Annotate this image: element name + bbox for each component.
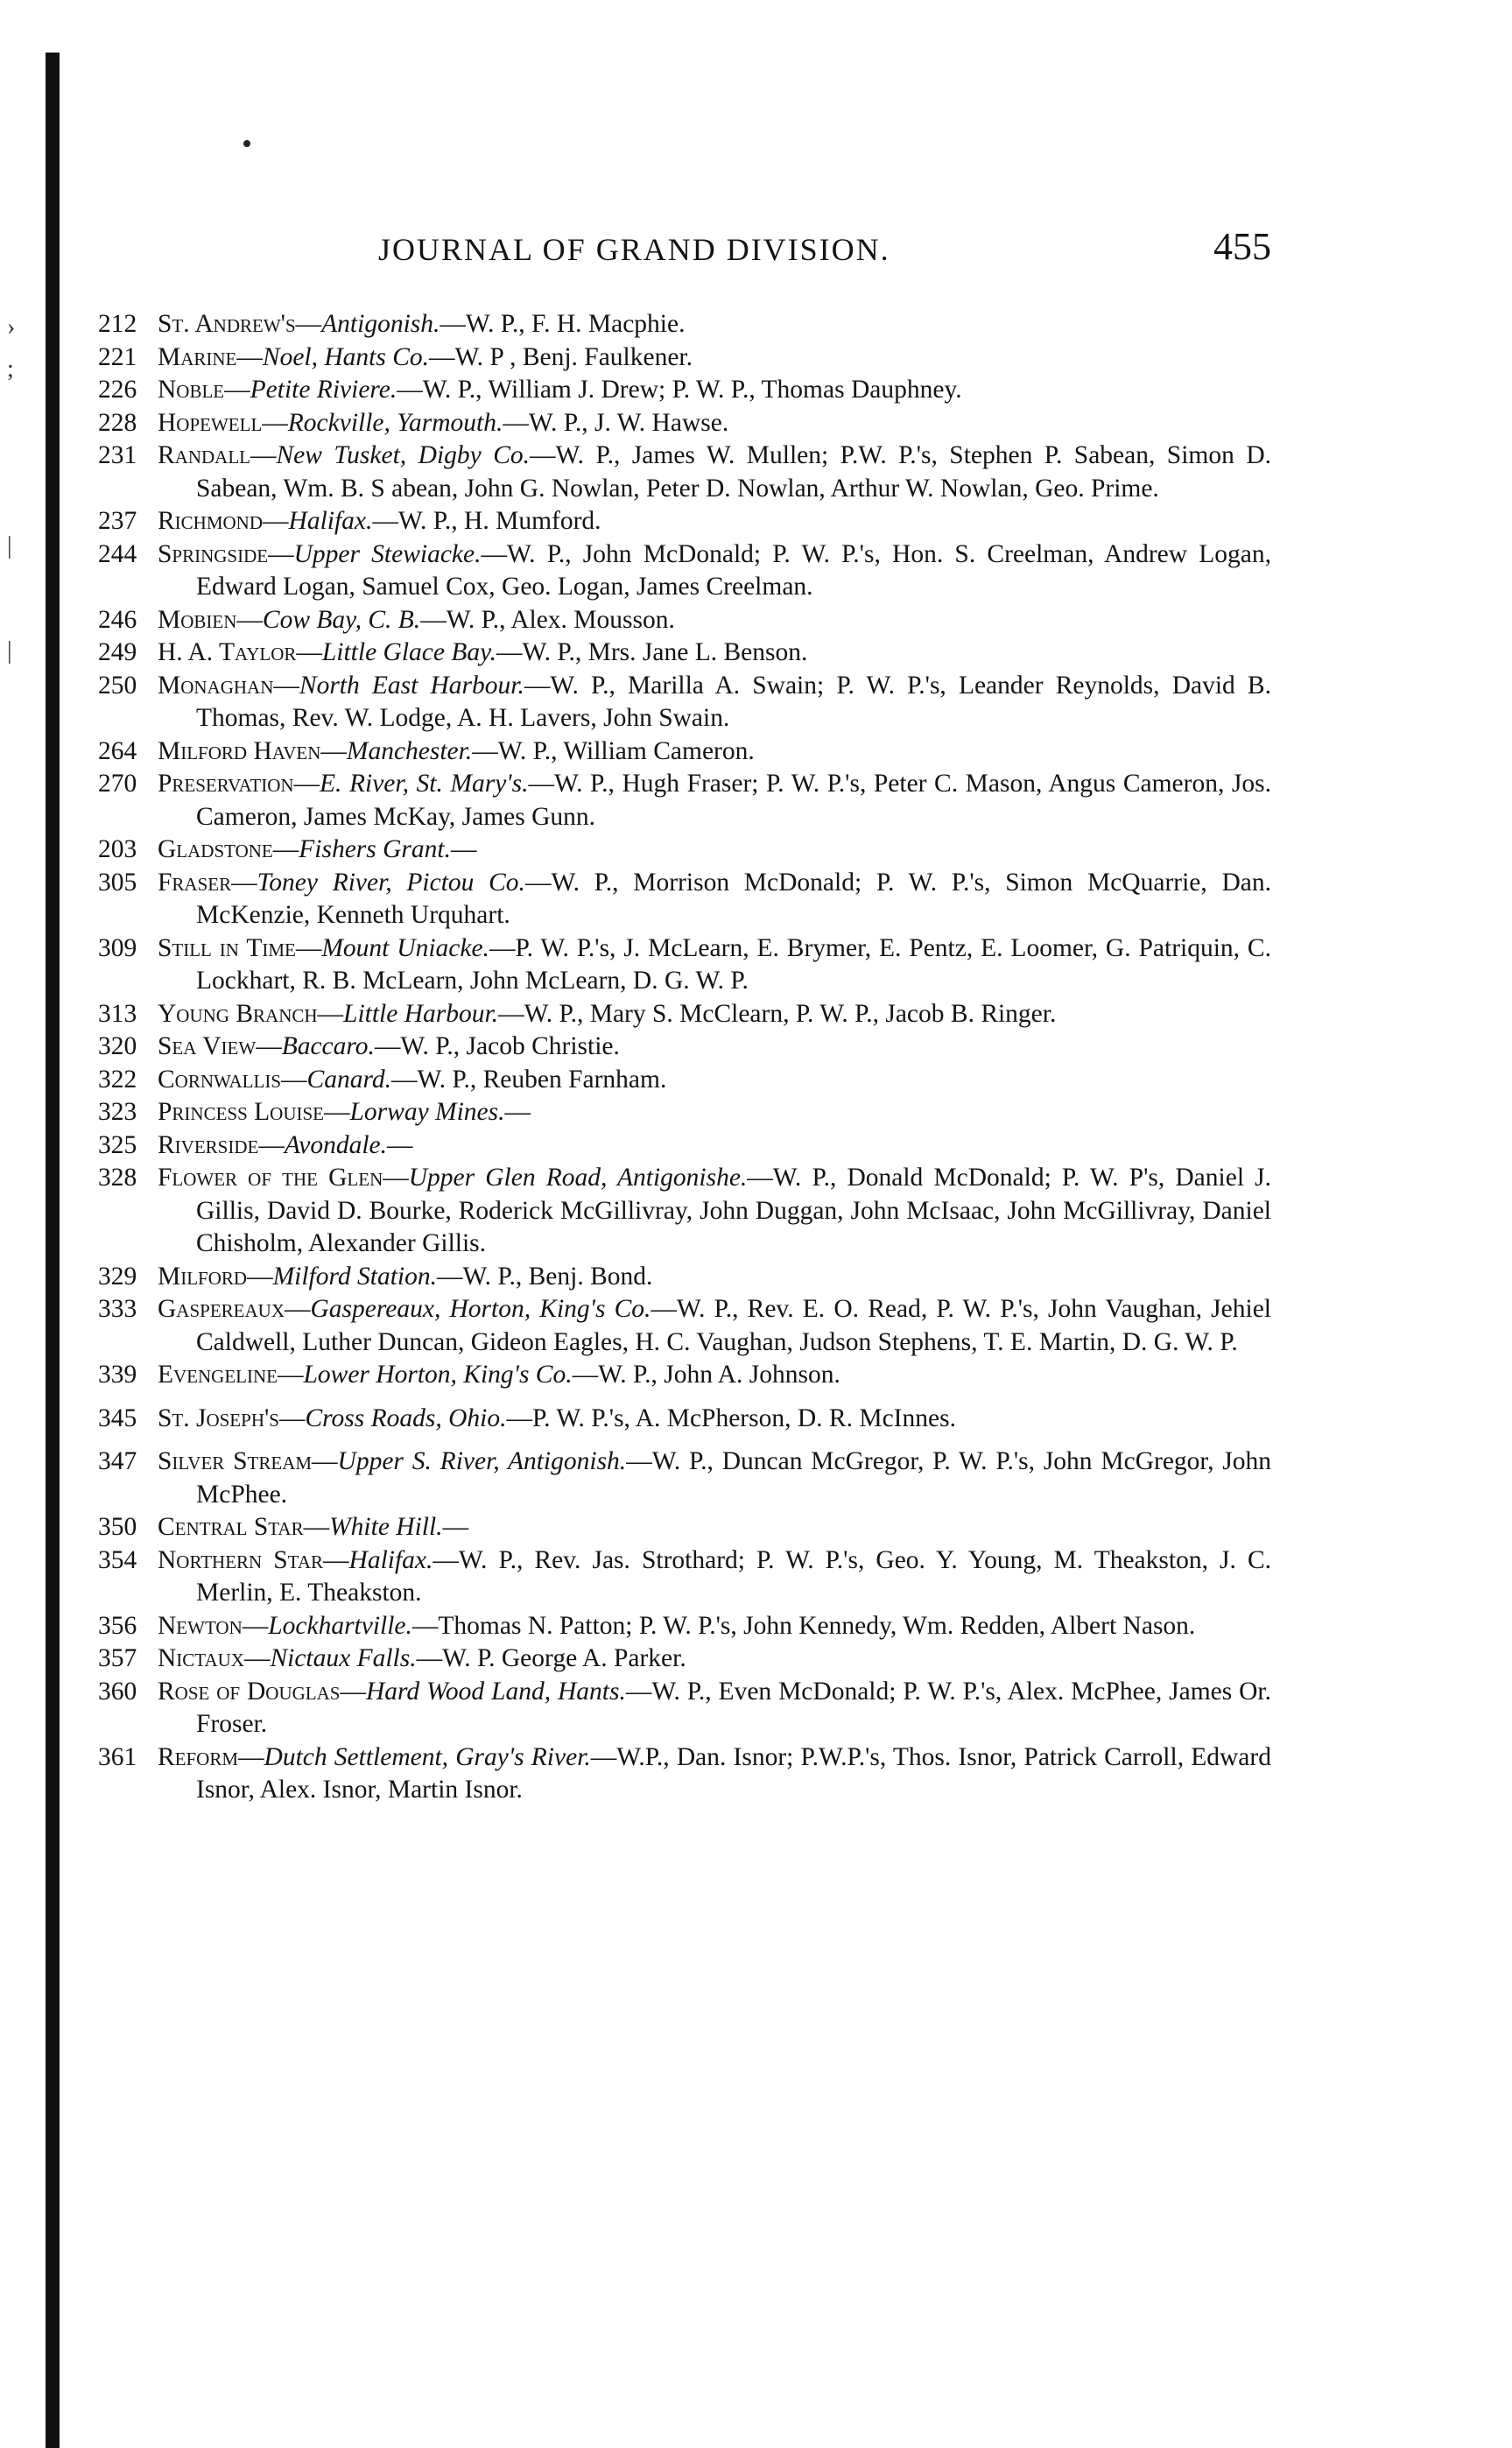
division-place: Hard Wood Land, Hants. bbox=[365, 1677, 626, 1706]
division-name: Springside bbox=[158, 539, 269, 568]
division-entry: 325 Riverside—Avondale.— bbox=[98, 1129, 1271, 1163]
division-entry: 313 Young Branch—Little Harbour.—W. P., Mary S. McClearn, P. W. P., Jacob B. Ringer. bbox=[98, 998, 1271, 1031]
division-officers: W. P., H. Mumford. bbox=[397, 507, 601, 535]
division-name: Princess Louise bbox=[158, 1098, 324, 1126]
division-name: Preservation bbox=[158, 770, 294, 798]
division-officers: W. P., Donald McDonald; P. W. P's, Daniel J. Gillis, David D. Bourke, Roderick McGillivray, John Duggan, John McIsaac, John McGillivray, Daniel Chisholm, Alexander Gillis. bbox=[196, 1164, 1271, 1257]
division-number: 350 bbox=[98, 1513, 137, 1541]
division-place: Petite Riviere. bbox=[250, 376, 397, 404]
division-entry: 231 Randall—New Tusket, Digby Co.—W. P., James W. Mullen; P.W. P.'s, Stephen P. Sabean, Simon D. Sabean, Wm. B. S abean, John G. Nowlan, Peter D. Nowlan, Arthur W. Nowlan, Geo. Prime. bbox=[98, 441, 1271, 503]
division-place: Avondale. bbox=[284, 1130, 387, 1159]
division-officers: W. P., Alex. Mousson. bbox=[446, 605, 675, 634]
margin-mark: | bbox=[7, 532, 12, 559]
division-place: Milford Station. bbox=[272, 1262, 437, 1291]
division-name: Young Branch bbox=[158, 999, 318, 1028]
division-entry: 246 Mobien—Cow Bay, C. B.—W. P., Alex. Mousson. bbox=[98, 604, 1271, 637]
division-name: Northern Star bbox=[158, 1545, 324, 1574]
division-place: Baccaro. bbox=[281, 1032, 375, 1060]
division-officers: W. P., Hugh Fraser; P. W. P.'s, Peter C. Mason, Angus Cameron, Jos. Cameron, James McKay, James Gunn. bbox=[196, 770, 1271, 831]
division-entry: 354 Northern Star—Halifax.—W. P., Rev. Jas. Strothard; P. W. P.'s, Geo. Y. Young, M. Theakston, J. C. Merlin, E. Theakston. bbox=[98, 1545, 1272, 1607]
division-place: White Hill. bbox=[329, 1513, 443, 1541]
division-number: 305 bbox=[98, 868, 137, 897]
division-entry: 250 Monaghan—North East Harbour.—W. P., Marilla A. Swain; P. W. P.'s, Leander Reynolds, David B. Thomas, Rev. W. Lodge, A. H. Lavers, John Swain. bbox=[98, 671, 1271, 732]
division-officers: W. P., J. W. Hawse. bbox=[528, 408, 729, 437]
division-officers: W. P., Duncan McGregor, P. W. P.'s, John McGregor, John McPhee. bbox=[196, 1447, 1271, 1509]
division-entry: 221 Marine—Noel, Hants Co.—W. P , Benj. Faulkener. bbox=[98, 341, 1271, 375]
margin-mark: | bbox=[7, 637, 12, 665]
division-place: Rockville, Yarmouth. bbox=[287, 408, 503, 437]
page-binding-edge bbox=[46, 53, 60, 2448]
division-officers: P. W. P.'s, J. McLearn, E. Brymer, E. Pentz, E. Loomer, G. Patriquin, C. Lockhart, R. B. McLearn, John McLearn, D. G. W. P. bbox=[196, 933, 1271, 995]
division-number: 313 bbox=[98, 999, 137, 1028]
division-entry: 309 Still in Time—Mount Uniacke.—P. W. P.'s, J. McLearn, E. Brymer, E. Pentz, E. Loomer, G. Patriquin, C. Lockhart, R. B. McLearn, John McLearn, D. G. W. P. bbox=[98, 933, 1271, 995]
division-number: 226 bbox=[98, 376, 137, 404]
division-place: Dutch Settlement, Gray's River. bbox=[264, 1742, 591, 1771]
division-entry: 339 Evengeline—Lower Horton, King's Co.—W. P., John A. Johnson. bbox=[98, 1359, 1271, 1392]
division-place: E. River, St. Mary's. bbox=[320, 770, 529, 798]
division-name: Reform bbox=[158, 1742, 239, 1771]
division-officers: W. P., Mrs. Jane L. Benson. bbox=[522, 638, 808, 666]
division-place: Mount Uniacke. bbox=[321, 933, 489, 962]
division-number: 333 bbox=[98, 1295, 137, 1323]
division-officers: W. P , Benj. Faulkener. bbox=[454, 342, 693, 371]
division-officers: W. P., John McDonald; P. W. P.'s, Hon. S. Creelman, Andrew Logan, Edward Logan, Samuel Cox, Geo. Logan, James Creelman. bbox=[196, 539, 1271, 601]
division-entry: 360 Rose of Douglas—Hard Wood Land, Hants.—W. P., Even McDonald; P. W. P.'s, Alex. McPhee, James Or. Froser. bbox=[98, 1677, 1271, 1738]
division-officers: W. P., James W. Mullen; P.W. P.'s, Stephen P. Sabean, Simon D. Sabean, Wm. B. S abean, John G. Nowlan, Peter D. Nowlan, Arthur W. Nowlan, Geo. Prime. bbox=[196, 441, 1271, 503]
division-name: Nictaux bbox=[158, 1644, 244, 1672]
division-number: 328 bbox=[98, 1164, 137, 1192]
division-entry: 323 Princess Louise—Lorway Mines.— bbox=[98, 1096, 1271, 1129]
division-name: Riverside bbox=[158, 1130, 259, 1159]
division-entry: 320 Sea View—Baccaro.—W. P., Jacob Christie. bbox=[98, 1031, 1271, 1064]
division-number: 339 bbox=[98, 1361, 137, 1389]
division-entry: 328 Flower of the Glen—Upper Glen Road, Antigonishe.—W. P., Donald McDonald; P. W. P's, Daniel J. Gillis, David D. Bourke, Roderick McGillivray, John Duggan, John McIsaac, John McGillivray, Daniel Chisholm, Alexander Gillis. bbox=[98, 1164, 1271, 1257]
division-entry: 347 Silver Stream—Upper S. River, Antigonish.—W. P., Duncan McGregor, P. W. P.'s, John McGregor, John McPhee. bbox=[98, 1447, 1271, 1509]
division-place: Gaspereaux, Horton, King's Co. bbox=[310, 1295, 651, 1323]
division-name: Marine bbox=[158, 342, 237, 371]
division-entry: 244 Springside—Upper Stewiacke.—W. P., John McDonald; P. W. P.'s, Hon. S. Creelman, Andrew Logan, Edward Logan, Samuel Cox, Geo. Logan, James Creelman. bbox=[98, 539, 1271, 601]
division-place: Upper Stewiacke. bbox=[293, 539, 482, 568]
division-number: 320 bbox=[98, 1032, 137, 1060]
division-entry: 270 Preservation—E. River, St. Mary's.—W. P., Hugh Fraser; P. W. P.'s, Peter C. Mason, Angus Cameron, Jos. Cameron, James McKay, James Gunn. bbox=[98, 770, 1271, 831]
margin-mark: › bbox=[7, 313, 16, 341]
division-name: H. A. Taylor bbox=[158, 638, 297, 666]
division-number: 322 bbox=[98, 1065, 137, 1094]
division-number: 354 bbox=[98, 1545, 137, 1574]
division-officers: W. P., Marilla A. Swain; P. W. P.'s, Leander Reynolds, David B. Thomas, Rev. W. Lodge, A. H. Lavers, John Swain. bbox=[196, 671, 1271, 732]
division-name: Fraser bbox=[158, 868, 232, 897]
division-name: Sea View bbox=[158, 1032, 257, 1060]
division-entry: 226 Noble—Petite Riviere.—W. P., William J. Drew; P. W. P., Thomas Dauphney. bbox=[98, 374, 1271, 407]
division-name: Milford Haven bbox=[158, 736, 321, 765]
division-officers: W. P., Jacob Christie. bbox=[400, 1032, 620, 1060]
division-number: 360 bbox=[98, 1677, 137, 1706]
division-name: Hopewell bbox=[158, 408, 263, 437]
division-number: 347 bbox=[98, 1447, 137, 1475]
division-entry: 264 Milford Haven—Manchester.—W. P., William Cameron. bbox=[98, 735, 1271, 769]
page-number: 455 bbox=[1213, 225, 1271, 268]
division-name: Newton bbox=[158, 1611, 243, 1640]
division-place: Toney River, Pictou Co. bbox=[257, 868, 525, 897]
division-number: 309 bbox=[98, 933, 137, 962]
division-number: 203 bbox=[98, 835, 137, 863]
division-place: Cross Roads, Ohio. bbox=[305, 1403, 507, 1432]
division-number: 237 bbox=[98, 507, 137, 535]
division-name: Flower of the Glen bbox=[158, 1164, 383, 1192]
division-officers: W. P., Rev. Jas. Strothard; P. W. P.'s, Geo. Y. Young, M. Theakston, J. C. Merlin, E. Theakston. bbox=[196, 1545, 1272, 1607]
division-officers: W. P., Even McDonald; P. W. P.'s, Alex. McPhee, James Or. Froser. bbox=[196, 1677, 1271, 1738]
division-name: Milford bbox=[158, 1262, 248, 1291]
division-name: Central Star bbox=[158, 1513, 304, 1541]
entry-spacer bbox=[98, 1392, 1271, 1403]
division-place: Noel, Hants Co. bbox=[262, 342, 430, 371]
division-number: 361 bbox=[98, 1742, 137, 1771]
division-entry: 249 H. A. Taylor—Little Glace Bay.—W. P., Mrs. Jane L. Benson. bbox=[98, 637, 1271, 670]
division-place: Upper Glen Road, Antigonishe. bbox=[408, 1164, 748, 1192]
division-name: Mobien bbox=[158, 605, 237, 634]
division-officers: W. P., Rev. E. O. Read, P. W. P.'s, John Vaughan, Jehiel Caldwell, Luther Duncan, Gideon Eagles, H. C. Vaughan, Judson Stephens, T. E. Martin, D. G. W. P. bbox=[196, 1295, 1271, 1356]
division-entry: 237 Richmond—Halifax.—W. P., H. Mumford. bbox=[98, 505, 1271, 538]
division-entry: 212 St. Andrew's—Antigonish.—W. P., F. H. Macphie. bbox=[98, 308, 1271, 341]
division-name: Richmond bbox=[158, 507, 264, 535]
division-officers: W. P., Morrison McDonald; P. W. P.'s, Simon McQuarrie, Dan. McKenzie, Kenneth Urquhart. bbox=[196, 868, 1271, 929]
division-name: Silver Stream bbox=[158, 1447, 313, 1475]
division-place: Halifax. bbox=[348, 1545, 433, 1574]
division-place: Nictaux Falls. bbox=[270, 1644, 417, 1672]
division-name: Still in Time bbox=[158, 933, 296, 962]
division-name: St. Joseph's bbox=[158, 1403, 279, 1432]
division-entry: 350 Central Star—White Hill.— bbox=[98, 1511, 1271, 1544]
division-officers: W.P., Dan. Isnor; P.W.P.'s, Thos. Isnor, Patrick Carroll, Edward Isnor, Alex. Isnor, Martin Isnor. bbox=[196, 1742, 1271, 1804]
division-name: Gladstone bbox=[158, 835, 273, 863]
division-entry: 228 Hopewell—Rockville, Yarmouth.—W. P., J. W. Hawse. bbox=[98, 407, 1271, 440]
division-number: 246 bbox=[98, 605, 137, 634]
division-place: Cow Bay, C. B. bbox=[262, 605, 421, 634]
division-name: Gaspereaux bbox=[158, 1295, 285, 1323]
division-place: Manchester. bbox=[346, 736, 473, 765]
division-entry: 305 Fraser—Toney River, Pictou Co.—W. P., Morrison McDonald; P. W. P.'s, Simon McQuarrie, Dan. McKenzie, Kenneth Urquhart. bbox=[98, 868, 1271, 929]
division-place: North East Harbour. bbox=[299, 671, 524, 700]
division-name: Randall bbox=[158, 441, 250, 469]
division-entry: 322 Cornwallis—Canard.—W. P., Reuben Farnham. bbox=[98, 1064, 1271, 1097]
division-name: Noble bbox=[158, 376, 225, 404]
margin-mark: ; bbox=[7, 355, 14, 383]
division-number: 264 bbox=[98, 736, 137, 765]
division-entry: 356 Newton—Lockhartville.—Thomas N. Patton; P. W. P.'s, John Kennedy, Wm. Redden, Albert Nason. bbox=[98, 1610, 1271, 1643]
division-number: 244 bbox=[98, 539, 137, 568]
ink-dot bbox=[243, 140, 250, 147]
division-entry: 333 Gaspereaux—Gaspereaux, Horton, King's Co.—W. P., Rev. E. O. Read, P. W. P.'s, John Vaughan, Jehiel Caldwell, Luther Duncan, Gideon Eagles, H. C. Vaughan, Judson Stephens, T. E. Martin, D. G. W. P. bbox=[98, 1295, 1271, 1356]
division-place: Fishers Grant. bbox=[299, 835, 451, 863]
division-number: 357 bbox=[98, 1644, 137, 1672]
division-officers: W. P., William J. Drew; P. W. P., Thomas Dauphney. bbox=[422, 376, 962, 404]
division-place: Little Harbour. bbox=[343, 999, 499, 1028]
division-number: 228 bbox=[98, 408, 137, 437]
division-name: Monaghan bbox=[158, 671, 274, 700]
division-entry: 357 Nictaux—Nictaux Falls.—W. P. George A. Parker. bbox=[98, 1643, 1271, 1676]
division-place: Lorway Mines. bbox=[349, 1098, 505, 1126]
division-officers: W. P., Reuben Farnham. bbox=[417, 1065, 667, 1094]
division-number: 356 bbox=[98, 1611, 137, 1640]
division-entry: 329 Milford—Milford Station.—W. P., Benj. Bond. bbox=[98, 1261, 1271, 1294]
division-officers: W. P., William Cameron. bbox=[497, 736, 755, 765]
division-name: Cornwallis bbox=[158, 1065, 282, 1094]
division-number: 345 bbox=[98, 1403, 137, 1432]
division-name: Evengeline bbox=[158, 1361, 278, 1389]
division-number: 325 bbox=[98, 1130, 137, 1159]
division-officers: W. P., John A. Johnson. bbox=[598, 1361, 840, 1389]
page-header bbox=[98, 224, 1271, 277]
division-number: 249 bbox=[98, 638, 137, 666]
division-number: 212 bbox=[98, 310, 137, 338]
division-officers: P. W. P.'s, A. McPherson, D. R. McInnes. bbox=[532, 1403, 956, 1432]
division-officers: W. P., Mary S. McClearn, P. W. P., Jacob B. Ringer. bbox=[524, 999, 1057, 1028]
division-officers: W. P. George A. Parker. bbox=[442, 1644, 686, 1672]
division-number: 270 bbox=[98, 770, 137, 798]
division-entry: 361 Reform—Dutch Settlement, Gray's River.—W.P., Dan. Isnor; P.W.P.'s, Thos. Isnor, Patrick Carroll, Edward Isnor, Alex. Isnor, Martin Isnor. bbox=[98, 1742, 1271, 1804]
division-number: 250 bbox=[98, 671, 137, 700]
division-place: New Tusket, Digby Co. bbox=[276, 441, 530, 469]
division-entry: 345 St. Joseph's—Cross Roads, Ohio.—P. W. P.'s, A. McPherson, D. R. McInnes. bbox=[98, 1403, 1271, 1436]
division-list bbox=[98, 308, 1271, 1807]
division-name: St. Andrew's bbox=[158, 310, 296, 338]
division-name: Rose of Douglas bbox=[158, 1677, 341, 1706]
division-place: Canard. bbox=[306, 1065, 391, 1094]
division-number: 231 bbox=[98, 441, 137, 469]
division-place: Little Glace Bay. bbox=[321, 638, 496, 666]
entry-spacer bbox=[98, 1435, 1271, 1446]
division-number: 329 bbox=[98, 1262, 137, 1291]
division-entry: 203 Gladstone—Fishers Grant.— bbox=[98, 834, 1271, 867]
division-place: Lockhartville. bbox=[268, 1611, 412, 1640]
division-officers: W. P., F. H. Macphie. bbox=[465, 310, 686, 338]
division-place: Antigonish. bbox=[321, 310, 440, 338]
division-place: Lower Horton, King's Co. bbox=[303, 1361, 573, 1389]
division-officers: W. P., Benj. Bond. bbox=[462, 1262, 653, 1291]
division-place: Upper S. River, Antigonish. bbox=[337, 1447, 627, 1475]
division-number: 221 bbox=[98, 342, 137, 371]
division-number: 323 bbox=[98, 1098, 137, 1126]
division-officers: Thomas N. Patton; P. W. P.'s, John Kennedy, Wm. Redden, Albert Nason. bbox=[438, 1611, 1196, 1640]
division-place: Halifax. bbox=[288, 507, 373, 535]
running-title: JOURNAL OF GRAND DIVISION. bbox=[378, 232, 890, 267]
